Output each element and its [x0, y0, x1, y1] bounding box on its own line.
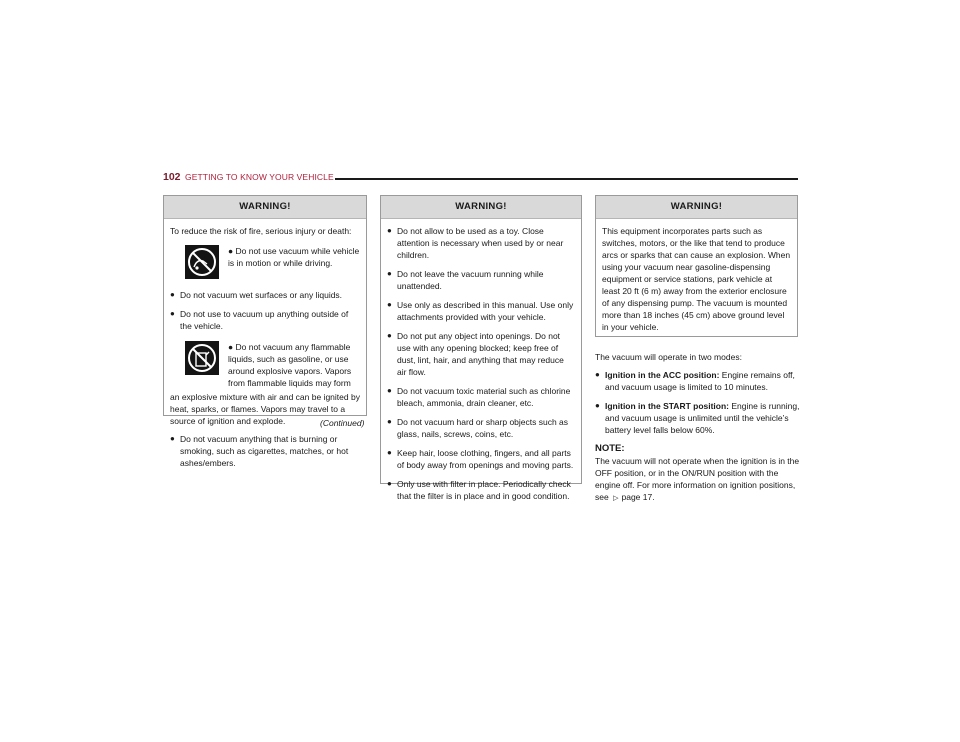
list-item-text: Keep hair, loose clothing, fingers, and all parts of body away from openings and moving parts.: [397, 448, 574, 470]
list-item-text: Do not vacuum toxic material such as chlorine bleach, ammonia, drain cleaner, etc.: [397, 386, 571, 408]
mode-label: Ignition in the ACC position:: [605, 370, 720, 380]
list-item: [387, 447, 575, 471]
bullet-dot: ●: [170, 309, 175, 318]
bullet-dot: ●: [387, 448, 392, 457]
warning-pic-row-driving: [170, 243, 360, 283]
bullet-dot: ●: [170, 290, 175, 299]
page-header: [163, 171, 798, 185]
mode-text: Engine remains off, and vacuum usage is limited to 10 minutes.: [605, 370, 795, 392]
warning-pic1-text: Do not use vacuum while vehicle is in motion or while driving.: [228, 246, 360, 268]
bullet-dot: ●: [595, 401, 600, 410]
warning-pic2-text: Do not vacuum any flammable liquids, such as gasoline, or use around explosive vapors. Vapors from flammable liquids may form: [228, 342, 352, 388]
bullet-dot: ●: [387, 417, 392, 426]
page-reference-link[interactable]: page 17.: [621, 492, 655, 502]
bullet-dot: ●: [387, 226, 392, 235]
bullet-dot: ●: [170, 434, 175, 443]
bullet-dot: ●: [228, 342, 236, 352]
no-vacuum-while-driving-icon: [185, 245, 219, 279]
header-rule: [335, 178, 798, 180]
list-item: [387, 478, 575, 502]
continued-label: (Continued): [320, 418, 365, 428]
warning-title: WARNING!: [164, 196, 366, 219]
warning-box-usage: [380, 195, 582, 501]
mode-label: Ignition in the START position:: [605, 401, 730, 411]
list-item-text: Do not leave the vacuum running while unattended.: [397, 269, 544, 291]
list-item: [387, 299, 575, 323]
warning-box-explosion: [595, 195, 798, 337]
list-item-text: Do not allow to be used as a toy. Close attention is necessary when used by or near children.: [397, 226, 564, 260]
list-item: [595, 369, 805, 393]
warning-title: WARNING!: [381, 196, 581, 219]
list-item: [170, 308, 360, 332]
list-item-text: Do not use to vacuum up anything outside of the vehicle.: [180, 309, 349, 331]
list-item-text: Do not vacuum anything that is burning or smoking, such as cigarettes, matches, or hot ashes/embers.: [180, 434, 349, 468]
modes-intro: The vacuum will operate in two modes:: [595, 352, 742, 362]
list-item-text: Do not put any object into openings. Do not use with any opening blocked; keep free of dust, lint, hair, and anything that may reduce air flow.: [397, 331, 564, 377]
list-item: [387, 416, 575, 440]
list-item: [170, 289, 360, 301]
bullet-dot: ●: [387, 479, 392, 488]
bullet-dot: ●: [387, 331, 392, 340]
note-label: NOTE:: [595, 443, 625, 454]
page-number: 102: [163, 171, 181, 183]
bullet-dot: ●: [387, 300, 392, 309]
list-item: [387, 385, 575, 409]
warning-body-text: This equipment incorporates parts such as switches, motors, or the like that tend to produce arcs or sparks that can cause an explosion. When using your vacuum near gasoline-dispensing equipment or service stations, park vehicle at least 20 ft (6 m) away from the exterior enclosure of any dispensing pump. The vacuum is mounted more than 18 inches (45 cm) above ground level in your vehicle.: [602, 226, 791, 332]
mode-text: Engine is running, and vacuum usage is unlimited until the vehicle’s battery level falls below 60%.: [605, 401, 800, 435]
section-title: GETTING TO KNOW YOUR VEHICLE: [185, 172, 334, 182]
note-text-block: [595, 455, 805, 505]
warning-pic2-continued: an explosive mixture with air and can be ignited by heat, sparks, or flames. Vapors may travel to a source of ignition and explode.: [170, 392, 360, 426]
list-item: [170, 433, 360, 469]
warning-title: WARNING!: [596, 196, 797, 219]
list-item-text: Do not vacuum wet surfaces or any liquids.: [180, 290, 343, 300]
page-reference-arrow-icon: ▷: [613, 495, 619, 502]
warning-pic-row-flammable: [170, 339, 360, 389]
bullet-dot: ●: [387, 386, 392, 395]
list-item-text: Do not vacuum hard or sharp objects such as glass, nails, screws, coins, etc.: [397, 417, 569, 439]
vacuum-modes-section: [595, 351, 805, 505]
bullet-dot: ●: [387, 269, 392, 278]
list-item-text: Use only as described in this manual. Use only attachments provided with your vehicle.: [397, 300, 574, 322]
list-item: [387, 330, 575, 378]
bullet-dot: ●: [595, 370, 600, 379]
bullet-dot: ●: [228, 246, 236, 256]
no-flammable-liquids-icon: [185, 341, 219, 375]
note-text: The vacuum will not operate when the ignition is in the OFF position, or in the ON/RUN position with the engine off. For more information on ignition positions, see: [595, 456, 800, 502]
list-item: [595, 400, 805, 436]
warning-intro: To reduce the risk of fire, serious injury or death:: [170, 226, 352, 236]
list-item-text: Only use with filter in place. Periodically check that the filter is in place and in good condition.: [397, 479, 571, 501]
list-item: [387, 225, 575, 261]
list-item: [387, 268, 575, 292]
